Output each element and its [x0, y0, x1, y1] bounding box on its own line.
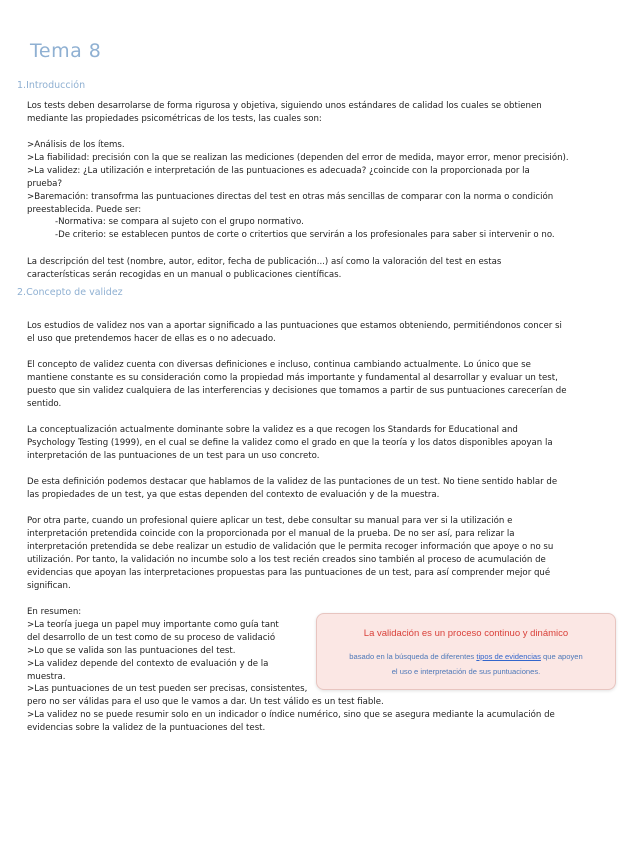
- text-line: el uso que pretendemos hacer de ellas es o no adecuado.: [27, 333, 276, 344]
- text-line: interpretación pretendida se debe realizar un estudio de validación que le permita recoger información que apoye o no su: [27, 541, 554, 552]
- validez-paragraph-3: [27, 424, 602, 463]
- list-item: >La validez: ¿La utilización e interpretación de las puntuaciones es adecuada? ¿coincide con la proporcionada por la: [27, 165, 530, 176]
- sub-list-item: -De criterio: se establecen puntos de corte o critertios que servirán a los profesionales para saber si intervenir o no.: [55, 230, 555, 241]
- text-line: mediante las propiedades psicométricas de los tests, las cuales son:: [27, 113, 322, 124]
- validez-paragraph-4: [27, 476, 602, 502]
- section-heading-validez: 2.Concepto de validez: [17, 287, 123, 298]
- text-line: significan.: [27, 580, 71, 591]
- text-line: puesto que sin validez cualquiera de las interferencias y decisiones que tomamos a partir de sus puntuaciones carecerían de: [27, 385, 567, 396]
- list-item: >Las puntuaciones de un test pueden ser precisas, consistentes,: [27, 684, 308, 695]
- sub-list-item: -Normativa: se compara al sujeto con el grupo normativo.: [55, 217, 304, 228]
- list-item: >La fiabilidad: precisión con la que se realizan las mediciones (dependen del error de medida, mayor error, menor precisión).: [27, 152, 569, 163]
- text-line: evidencias que apoyan las interpretaciones propuestas para las puntuaciones de un test, para así comprender mejor qué: [27, 567, 551, 578]
- intro-properties-list: [27, 139, 602, 242]
- callout-body: [317, 649, 615, 679]
- text-line: La conceptualización actualmente dominante sobre la validez es a que recogen los Standards for Educational and: [27, 425, 518, 435]
- list-item: >Análisis de los ítems.: [27, 140, 125, 150]
- list-item: >Lo que se valida son las puntuaciones del test.: [27, 645, 236, 656]
- evidence-types-link[interactable]: tipos de evidencias: [476, 652, 541, 661]
- intro-paragraph-1: [27, 100, 602, 126]
- page-title: Tema 8: [30, 40, 102, 62]
- list-item: evidencias sobre la validez de la puntuaciones del test.: [27, 723, 266, 734]
- text-line: Los tests deben desarrolarse de forma rigurosa y objetiva, siguiendo unos estándares de calidad los cuales se obtienen: [27, 101, 542, 111]
- list-item: >La validez depende del contexto de evaluación y de la: [27, 658, 269, 669]
- text-line: El concepto de validez cuenta con diversas definiciones e incluso, continua cambiando actualmente. Lo único que se: [27, 360, 531, 370]
- text-line: características serán recogidas en un manual o publicaciones científicas.: [27, 269, 342, 280]
- callout-title: La validación es un proceso continuo y dinámico: [363, 628, 569, 639]
- callout-text: que apoyen: [540, 652, 583, 661]
- text-line: interpretación de las puntuaciones de un test para un uso concreto.: [27, 450, 320, 461]
- list-item: muestra.: [27, 671, 66, 682]
- text-line: Por otra parte, cuando un profesional quiere aplicar un test, debe consultar su manual para ver si la utilización e: [27, 516, 513, 526]
- text-line: La descripción del test (nombre, autor, editor, fecha de publicación...) así como la valoración del test en estas: [27, 257, 502, 267]
- resumen-heading: En resumen:: [27, 607, 82, 617]
- text-line: las propiedades de un test, ya que estas dependen del contexto de evaluación y de la muestra.: [27, 489, 440, 500]
- callout-text: basado en la búsqueda de diferentes: [349, 652, 477, 661]
- text-line: interpretación pretendida coincide con la proporcionada por el manual de la prueba. De no ser así, para relizar la: [27, 528, 515, 539]
- text-line: utilización. Por tanto, la validación no incumbe solo a los test recién creados sino también al proceso de acumulación de: [27, 554, 546, 565]
- validez-paragraph-2: [27, 359, 602, 411]
- validez-paragraph-5: [27, 515, 602, 592]
- text-line: Psychology Testing (1999), en el cual se define la validez como el grado en que la teoría y los datos disponibles apoyan la: [27, 437, 553, 448]
- list-item: >La teoría juega un papel muy importante como guía tant: [27, 619, 279, 630]
- validation-callout-box: [316, 613, 616, 690]
- text-line: Los estudios de validez nos van a aportar significado a las puntuaciones que estamos obteniendo, permitiéndonos concer si: [27, 321, 562, 331]
- validez-paragraph-1: [27, 320, 602, 346]
- text-line: sentido.: [27, 398, 62, 409]
- text-line: mantiene constante es su consideración como la propiedad más importante y fundamental al desarrollar y evaluar un test,: [27, 372, 558, 383]
- intro-paragraph-2: [27, 256, 602, 282]
- callout-text: el uso e interpretación de sus puntuaciones.: [391, 667, 541, 676]
- list-item: preestablecida. Puede ser:: [27, 204, 142, 215]
- list-item: prueba?: [27, 178, 63, 189]
- list-item: >La validez no se puede resumir solo en un indicador o índice numérico, sino que se asegura mediante la acumulación de: [27, 710, 555, 721]
- list-item: >Baremación: transofrma las puntuaciones directas del test en otras más sencillas de comparar con la norma o condición: [27, 191, 554, 202]
- text-line: De esta definición podemos destacar que hablamos de la validez de las puntaciones de un test. No tiene sentido hablar de: [27, 477, 558, 487]
- section-heading-introduccion: 1.Introducción: [17, 80, 86, 91]
- list-item: del desarrollo de un test como de su proceso de validació: [27, 632, 276, 643]
- list-item: pero no ser válidas para el uso que le vamos a dar. Un test válido es un test fiable.: [27, 697, 384, 708]
